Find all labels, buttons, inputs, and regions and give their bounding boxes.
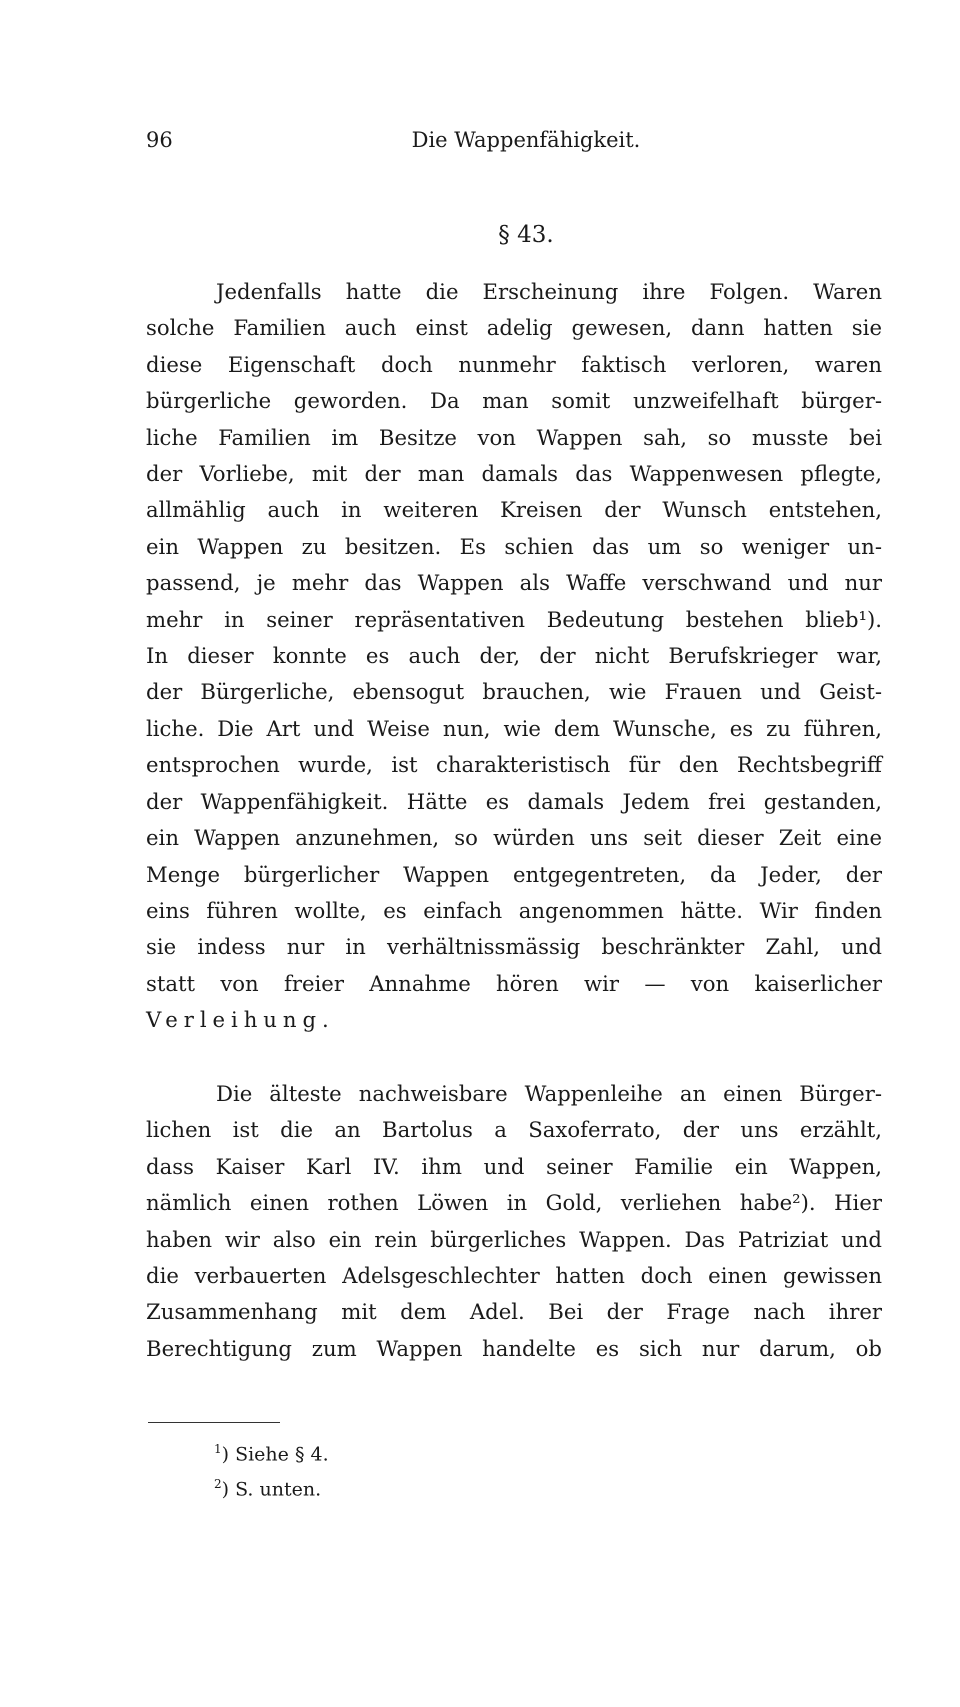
text-line: haben wir also ein rein bürgerliches Wappen. Das Patriziat und — [146, 1226, 882, 1252]
footnote-divider — [148, 1422, 280, 1423]
page-header — [146, 128, 906, 160]
text-line: liche Familien im Besitze von Wappen sah, so musste bei — [146, 424, 882, 450]
text-line: der Vorliebe, mit der man damals das Wappenwesen pflegte, — [146, 461, 882, 487]
text-line: sie indess nur in verhältnissmässig beschränkter Zahl, und — [146, 934, 882, 960]
paragraph-1 — [146, 274, 882, 1039]
footnote-text: ) S. unten. — [221, 1478, 322, 1501]
page-number: 96 — [146, 128, 173, 152]
text-line: lichen ist die an Bartolus a Saxoferrato, der uns erzählt, — [146, 1117, 882, 1143]
text-line: der Bürgerliche, ebensogut brauchen, wie Frauen und Geist- — [146, 679, 882, 705]
text-line: Zusammenhang mit dem Adel. Bei der Frage nach ihrer — [146, 1299, 882, 1325]
text-line: ein Wappen zu besitzen. Es schien das um so weniger un- — [146, 533, 882, 559]
text-line: die verbauerten Adelsgeschlechter hatten doch einen gewissen — [146, 1263, 882, 1289]
text-line: diese Eigenschaft doch nunmehr faktisch verloren, waren — [146, 351, 882, 377]
text-line: passend, je mehr das Wappen als Waffe verschwand und nur — [146, 570, 882, 596]
text-line: statt von freier Annahme hören wir — von kaiserlicher — [146, 970, 882, 996]
text-line: eins führen wollte, es einfach angenommen hätte. Wir finden — [146, 897, 882, 923]
text-line: ein Wappen anzunehmen, so würden uns seit dieser Zeit eine — [146, 825, 882, 851]
text-line: entsprochen wurde, ist charakteristisch für den Rechtsbegriff — [146, 752, 882, 778]
text-line: Jedenfalls hatte die Erscheinung ihre Folgen. Waren — [216, 279, 882, 304]
text-line: der Wappenfähigkeit. Hätte es damals Jedem frei gestanden, — [146, 788, 882, 814]
footnote-2 — [214, 1469, 329, 1504]
text-line: Die älteste nachweisbare Wappenleihe an einen Bürger- — [216, 1081, 882, 1106]
paragraph-2 — [146, 1076, 882, 1367]
text-line: nämlich einen rothen Löwen in Gold, verliehen habe²). Hier — [146, 1190, 882, 1216]
footnote-mark: 2 — [214, 1477, 222, 1492]
text-line: Verleihung. — [146, 1007, 335, 1033]
text-line: dass Kaiser Karl IV. ihm und seiner Familie ein Wappen, — [146, 1153, 882, 1179]
text-line: bürgerliche geworden. Da man somit unzweifelhaft bürger- — [146, 388, 882, 414]
text-line: allmählig auch in weiteren Kreisen der Wunsch entstehen, — [146, 497, 882, 523]
footnote-mark: 1 — [214, 1442, 222, 1456]
text-line: Berechtigung zum Wappen handelte es sich nur darum, ob — [146, 1335, 882, 1361]
footnote-text: ) Siehe § 4. — [221, 1443, 329, 1466]
running-title: Die Wappenfähigkeit. — [411, 128, 641, 152]
text-line: Menge bürgerlicher Wappen entgegentreten, da Jeder, der — [146, 861, 882, 887]
section-heading: § 43. — [498, 222, 554, 248]
text-line: solche Familien auch einst adelig gewesen, dann hatten sie — [146, 315, 882, 341]
footnote-1 — [214, 1434, 329, 1469]
footnotes — [214, 1434, 329, 1505]
text-line: liche. Die Art und Weise nun, wie dem Wunsche, es zu führen, — [146, 715, 882, 741]
text-line: mehr in seiner repräsentativen Bedeutung bestehen blieb¹). — [146, 606, 882, 632]
text-line: In dieser konnte es auch der, der nicht Berufskrieger war, — [146, 643, 882, 669]
